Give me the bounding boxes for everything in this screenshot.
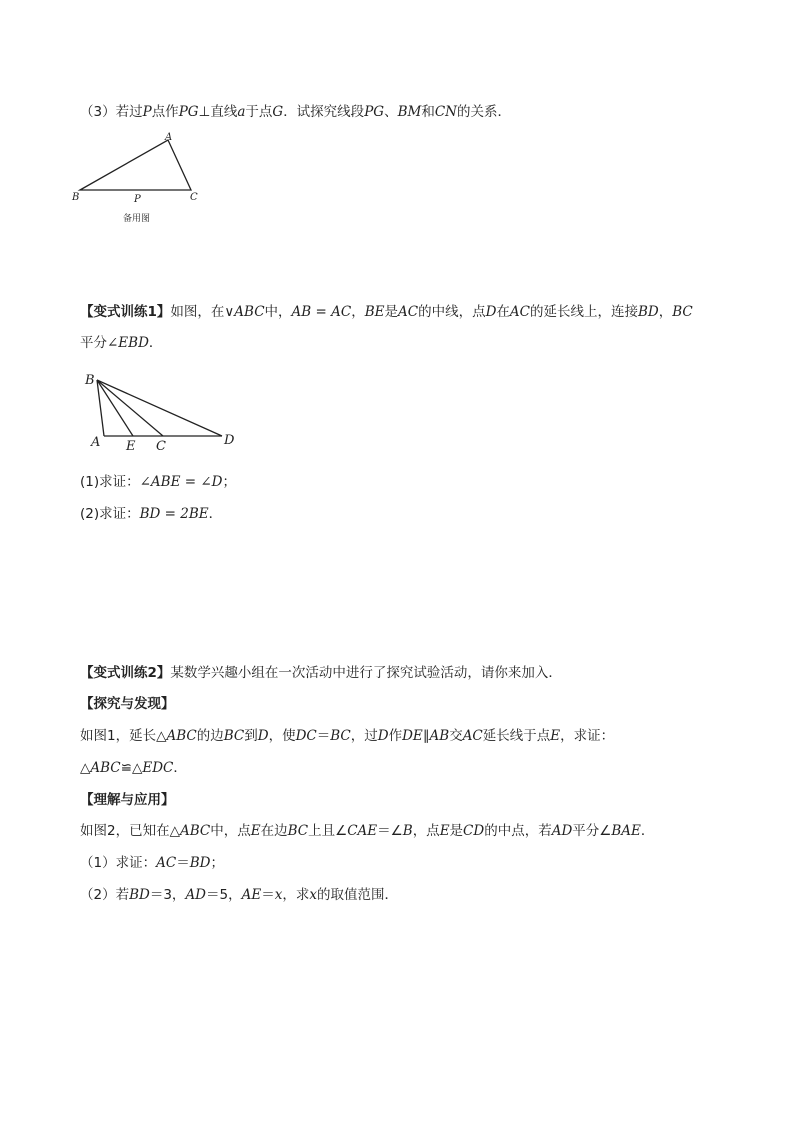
exercise-1-question-2: (2)求证：BD = 2BE．	[80, 506, 223, 522]
exercise-2-intro: 【变式训练2】某数学兴趣小组在一次活动中进行了探究试验活动，请你来加入．	[80, 665, 562, 681]
exercise-2-figure-1-text: 如图1，延长△ABC的边BC到D，使DC＝BC，过D作DE∥AB交AC延长线于点E，求证：	[80, 728, 615, 744]
label-e: E	[126, 439, 136, 454]
section-explore-discover: 【探究与发现】	[80, 696, 175, 712]
triangle-figure-2	[80, 368, 250, 458]
label-a: A	[91, 435, 101, 450]
label-p: P	[134, 194, 141, 205]
exercise-2-figure-2-text: 如图2，已知在△ABC中，点E在边BC上且∠CAE＝∠B，点E是CD的中点，若AD平分∠BAE．	[80, 823, 655, 839]
exercise-1-statement: 【变式训练1】如图，在∨ABC中，AB = AC，BE是AC的中线，点D在AC的延长线上，连接BD，BC	[80, 304, 693, 320]
triangle-figure-1	[66, 128, 216, 228]
section-understand-apply: 【理解与应用】	[80, 792, 175, 808]
label-b: B	[85, 373, 95, 388]
exercise-1-statement-cont: 平分∠EBD．	[80, 335, 163, 351]
label-c: C	[156, 439, 166, 454]
segment-bc	[97, 380, 163, 436]
figure-caption: 备用图	[123, 214, 151, 224]
label-b: B	[72, 192, 80, 203]
triangle-abc	[80, 140, 191, 190]
label-c: C	[190, 192, 198, 203]
exercise-2-tag: 【变式训练2】	[80, 665, 171, 681]
exercise-1-tag: 【变式训练1】	[80, 304, 171, 320]
label-d: D	[224, 433, 235, 448]
exercise-1-question-1: (1)求证：∠ABE = ∠D；	[80, 474, 236, 490]
exercise-2-question-1: （1）求证：AC＝BD；	[80, 855, 224, 871]
part3-question: （3）若过P点作PG⊥直线a于点G．试探究线段PG、BM和CN的关系．	[80, 104, 511, 120]
exercise-2-question-2: （2）若BD＝3，AD＝5，AE＝x，求x的取值范围．	[80, 887, 398, 903]
exercise-2-congruence: △ABC≌△EDC．	[80, 760, 187, 776]
label-a: A	[165, 132, 173, 143]
